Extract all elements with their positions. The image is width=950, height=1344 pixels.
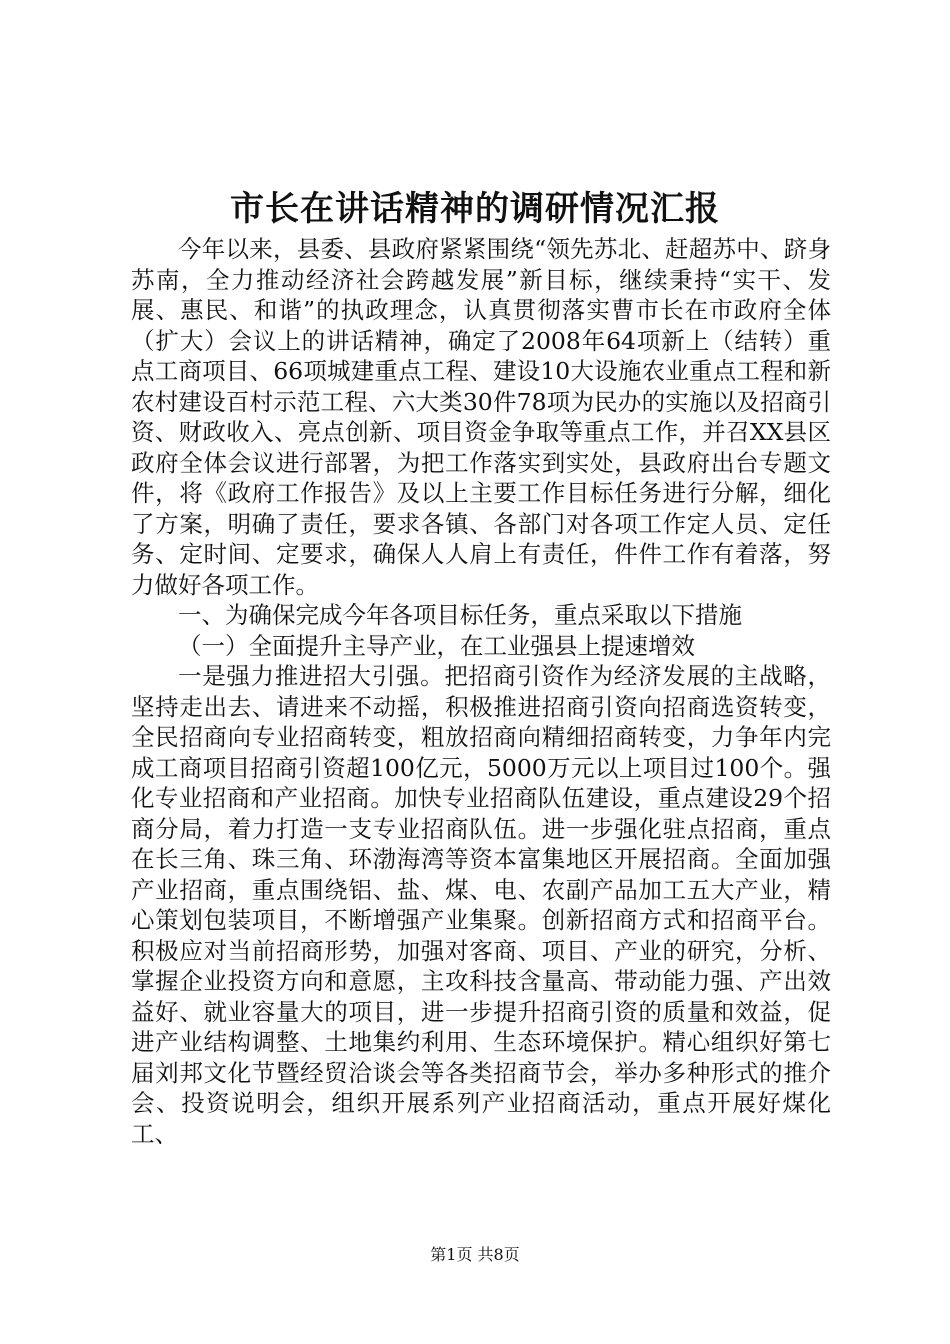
subsection-heading-1: （一）全面提升主导产业，在工业强县上提速增效 <box>178 631 695 660</box>
page-number-footer: 第1页 共8页 <box>430 1245 520 1264</box>
section-heading-1: 一、为确保完成今年各项目标任务，重点采取以下措施 <box>178 601 742 629</box>
document-title: 市长在讲话精神的调研情况汇报 <box>230 189 720 229</box>
document-body <box>131 234 831 1149</box>
paragraph-investment: 一是强力推进招大引强。把招商引资作为经济发展的主战略，坚持走出去、请进来不动摇，积极推进招商引资向招商选资转变，全民招商向专业招商转变，粗放招商向精细招商转变，力争年内完成工商项目招商引资超100亿元，5000万元以上项目过100个。强化专业招商和产业招商。加快专业招商队伍建设，重点建设29个招商分局，着力打造一支专业招商队伍。进一步强化驻点招商，重点在长三角、珠三角、环渤海湾等资本富集地区开展招商。全面加强产业招商，重点围绕铝、盐、煤、电、农副产品加工五大产业，精心策划包装项目，不断增强产业集聚。创新招商方式和招商平台。积极应对当前招商形势，加强对客商、项目、产业的研究，分析、掌握企业投资方向和意愿，主攻科技含量高、带动能力强、产出效益好、就业容量大的项目，进一步提升招商引资的质量和效益，促进产业结构调整、土地集约利用、生态环境保护。精心组织好第七届刘邦文化节暨经贸洽谈会等各类招商节会，举办多种形式的推介会、投资说明会，组织开展系列产业招商活动，重点开展好煤化工、 <box>131 662 831 1148</box>
paragraph-intro: 今年以来，县委、县政府紧紧围绕“领先苏北、赶超苏中、跻身苏南，全力推动经济社会跨越发展”新目标，继续秉持“实干、发展、惠民、和谐”的执政理念，认真贯彻落实曹市长在市政府全体（扩大）会议上的讲话精神，确定了2008年64项新上（结转）重点工商项目、66项城建重点工程、建设10大设施农业重点工程和新农村建设百村示范工程、六大类30件78项为民办的实施以及招商引资、财政收入、亮点创新、项目资金争取等重点工作，并召XX县区政府全体会议进行部署，为把工作落实到实处，县政府出台专题文件，将《政府工作报告》及以上主要工作目标任务进行分解，细化了方案，明确了责任，要求各镇、各部门对各项工作定人员、定任务、定时间、定要求，确保人人肩上有责任，件件工作有着落，努力做好各项工作。 <box>131 235 831 599</box>
